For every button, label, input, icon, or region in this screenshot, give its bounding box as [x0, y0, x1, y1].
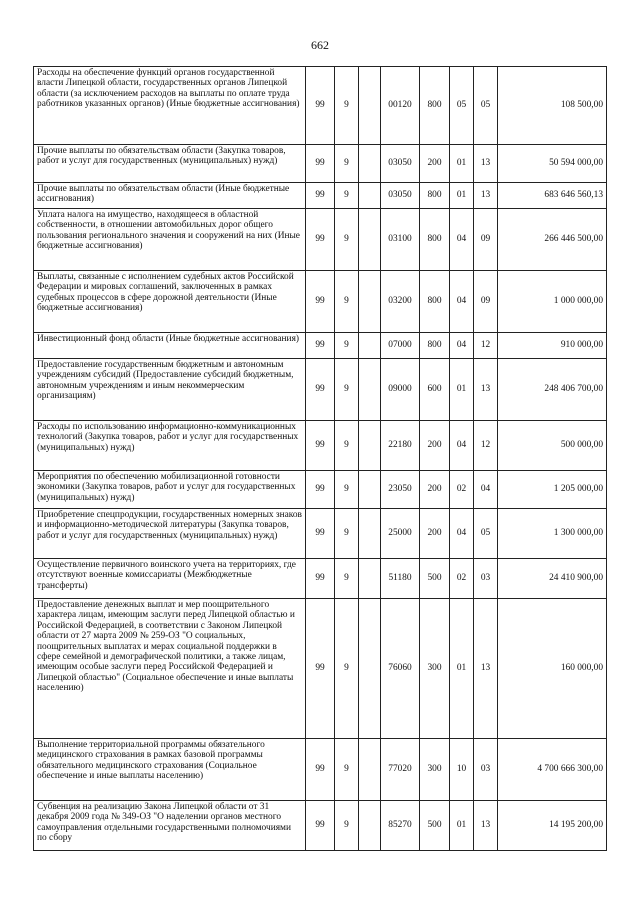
event-code: [359, 739, 381, 801]
program-code: 99: [306, 359, 335, 421]
section-code: 02: [450, 559, 474, 599]
subprogram-code: 9: [335, 801, 359, 851]
amount: 108 500,00: [498, 67, 607, 145]
expense-type-code: 800: [420, 209, 450, 271]
amount: 500 000,00: [498, 421, 607, 471]
event-code: [359, 471, 381, 509]
table-row: [34, 739, 607, 801]
subsection-code: 09: [474, 271, 498, 333]
subprogram-code: 9: [335, 421, 359, 471]
event-code: [359, 209, 381, 271]
row-description: Инвестиционный фонд области (Иные бюджетные ассигнования): [34, 333, 306, 359]
subsection-code: 12: [474, 421, 498, 471]
amount: 1 205 000,00: [498, 471, 607, 509]
table-row: [34, 209, 607, 271]
direction-code: 00120: [381, 67, 420, 145]
direction-code: 03100: [381, 209, 420, 271]
amount: 1 000 000,00: [498, 271, 607, 333]
table-row: [34, 183, 607, 209]
program-code: 99: [306, 271, 335, 333]
table-row: [34, 359, 607, 421]
section-code: 01: [450, 145, 474, 183]
event-code: [359, 145, 381, 183]
subsection-code: 13: [474, 145, 498, 183]
amount: 50 594 000,00: [498, 145, 607, 183]
amount: 266 446 500,00: [498, 209, 607, 271]
row-description: Субвенция на реализацию Закона Липецкой области от 31 декабря 2009 года № 349-ОЗ "О наделении органов местного самоуправления отдельными государственными полномочиями по сбору: [34, 801, 306, 851]
section-code: 01: [450, 599, 474, 739]
subsection-code: 13: [474, 801, 498, 851]
section-code: 04: [450, 421, 474, 471]
direction-code: 07000: [381, 333, 420, 359]
section-code: 01: [450, 801, 474, 851]
table-row: [34, 145, 607, 183]
program-code: 99: [306, 209, 335, 271]
section-code: 05: [450, 67, 474, 145]
program-code: 99: [306, 145, 335, 183]
direction-code: 25000: [381, 509, 420, 559]
subprogram-code: 9: [335, 359, 359, 421]
expense-type-code: 500: [420, 559, 450, 599]
amount: 14 195 200,00: [498, 801, 607, 851]
program-code: 99: [306, 739, 335, 801]
event-code: [359, 359, 381, 421]
expense-type-code: 200: [420, 145, 450, 183]
row-description: Предоставление государственным бюджетным и автономным учреждениям субсидий (Предоставление субсидий бюджетным, автономным учреждениям и иным некоммерческим организациям): [34, 359, 306, 421]
expense-type-code: 800: [420, 183, 450, 209]
budget-table: [33, 66, 607, 851]
program-code: 99: [306, 421, 335, 471]
expense-type-code: 500: [420, 801, 450, 851]
direction-code: 22180: [381, 421, 420, 471]
program-code: 99: [306, 559, 335, 599]
expense-type-code: 800: [420, 67, 450, 145]
subsection-code: 13: [474, 359, 498, 421]
program-code: 99: [306, 471, 335, 509]
page-number: 662: [311, 38, 329, 52]
row-description: Расходы по использованию информационно-коммуникационных технологий (Закупка товаров, работ и услуг для государственных (муниципальных) нужд): [34, 421, 306, 471]
row-description: Предоставление денежных выплат и мер поощрительного характера лицам, имеющим заслуги перед Липецкой областью и Российской Федерацией, в соответствии с Законом Липецкой области от 27 марта 2009 № 259-ОЗ "О социальных, поощрительных выплатах и мерах социальной поддержки в сфере семейной и демографической политики, а также лицам, имеющим особые заслуги перед Российской Федерацией и Липецкой областью" (Социальное обеспечение и иные выплаты населению): [34, 599, 306, 739]
amount: 910 000,00: [498, 333, 607, 359]
event-code: [359, 801, 381, 851]
expense-type-code: 200: [420, 471, 450, 509]
table-row: [34, 599, 607, 739]
table-row: [34, 271, 607, 333]
row-description: Прочие выплаты по обязательствам области (Закупка товаров, работ и услуг для государственных (муниципальных) нужд): [34, 145, 306, 183]
subsection-code: 13: [474, 599, 498, 739]
amount: 683 646 560,13: [498, 183, 607, 209]
direction-code: 51180: [381, 559, 420, 599]
expense-type-code: 200: [420, 421, 450, 471]
event-code: [359, 183, 381, 209]
table-row: [34, 67, 607, 145]
table-row: [34, 471, 607, 509]
section-code: 10: [450, 739, 474, 801]
amount: 24 410 900,00: [498, 559, 607, 599]
section-code: 04: [450, 271, 474, 333]
row-description: Расходы на обеспечение функций органов государственной власти Липецкой области, государственных органов Липецкой области (за исключением расходов на выплаты по оплате труда работников указанных органов) (Иные бюджетные ассигнования): [34, 67, 306, 145]
subprogram-code: 9: [335, 183, 359, 209]
table-row: [34, 421, 607, 471]
table-row: [34, 509, 607, 559]
direction-code: 03050: [381, 183, 420, 209]
event-code: [359, 333, 381, 359]
event-code: [359, 559, 381, 599]
subprogram-code: 9: [335, 333, 359, 359]
subsection-code: 05: [474, 67, 498, 145]
row-description: Осуществление первичного воинского учета на территориях, где отсутствуют военные комиссариаты (Межбюджетные трансферты): [34, 559, 306, 599]
direction-code: 85270: [381, 801, 420, 851]
subprogram-code: 9: [335, 739, 359, 801]
amount: 248 406 700,00: [498, 359, 607, 421]
row-description: Приобретение спецпродукции, государственных номерных знаков и информационно-методической литературы (Закупка товаров, работ и услуг для государственных (муниципальных) нужд): [34, 509, 306, 559]
event-code: [359, 599, 381, 739]
event-code: [359, 421, 381, 471]
row-description: Уплата налога на имущество, находящееся в областной собственности, в отношении автомобильных дорог общего пользования регионального значения и сооружений на них (Иные бюджетные ассигнования): [34, 209, 306, 271]
program-code: 99: [306, 183, 335, 209]
direction-code: 76060: [381, 599, 420, 739]
direction-code: 03200: [381, 271, 420, 333]
direction-code: 77020: [381, 739, 420, 801]
event-code: [359, 509, 381, 559]
section-code: 02: [450, 471, 474, 509]
expense-type-code: 800: [420, 271, 450, 333]
expense-type-code: 300: [420, 599, 450, 739]
event-code: [359, 67, 381, 145]
section-code: 01: [450, 359, 474, 421]
row-description: Выполнение территориальной программы обязательного медицинского страхования в рамках базовой программы обязательного медицинского страхования (Социальное обеспечение и иные выплаты населению): [34, 739, 306, 801]
row-description: Мероприятия по обеспечению мобилизационной готовности экономики (Закупка товаров, работ и услуг для государственных (муниципальных) нужд): [34, 471, 306, 509]
subprogram-code: 9: [335, 509, 359, 559]
subprogram-code: 9: [335, 67, 359, 145]
subprogram-code: 9: [335, 471, 359, 509]
subsection-code: 13: [474, 183, 498, 209]
direction-code: 23050: [381, 471, 420, 509]
row-description: Прочие выплаты по обязательствам области (Иные бюджетные ассигнования): [34, 183, 306, 209]
section-code: 04: [450, 509, 474, 559]
direction-code: 09000: [381, 359, 420, 421]
expense-type-code: 300: [420, 739, 450, 801]
program-code: 99: [306, 333, 335, 359]
table-row: [34, 333, 607, 359]
program-code: 99: [306, 599, 335, 739]
event-code: [359, 271, 381, 333]
table-row: [34, 801, 607, 851]
subprogram-code: 9: [335, 599, 359, 739]
subsection-code: 03: [474, 739, 498, 801]
expense-type-code: 200: [420, 509, 450, 559]
expense-type-code: 600: [420, 359, 450, 421]
subsection-code: 12: [474, 333, 498, 359]
subprogram-code: 9: [335, 559, 359, 599]
subprogram-code: 9: [335, 271, 359, 333]
program-code: 99: [306, 509, 335, 559]
section-code: 04: [450, 209, 474, 271]
budget-table-body: [34, 67, 607, 851]
section-code: 04: [450, 333, 474, 359]
section-code: 01: [450, 183, 474, 209]
subsection-code: 09: [474, 209, 498, 271]
expense-type-code: 800: [420, 333, 450, 359]
amount: 1 300 000,00: [498, 509, 607, 559]
program-code: 99: [306, 67, 335, 145]
amount: 4 700 666 300,00: [498, 739, 607, 801]
row-description: Выплаты, связанные с исполнением судебных актов Российской Федерации и мировых соглашений, заключенных в рамках судебных процессов в сфере дорожной деятельности (Иные бюджетные ассигнования): [34, 271, 306, 333]
subprogram-code: 9: [335, 145, 359, 183]
amount: 160 000,00: [498, 599, 607, 739]
direction-code: 03050: [381, 145, 420, 183]
table-row: [34, 559, 607, 599]
subsection-code: 03: [474, 559, 498, 599]
subsection-code: 05: [474, 509, 498, 559]
subsection-code: 04: [474, 471, 498, 509]
subprogram-code: 9: [335, 209, 359, 271]
program-code: 99: [306, 801, 335, 851]
